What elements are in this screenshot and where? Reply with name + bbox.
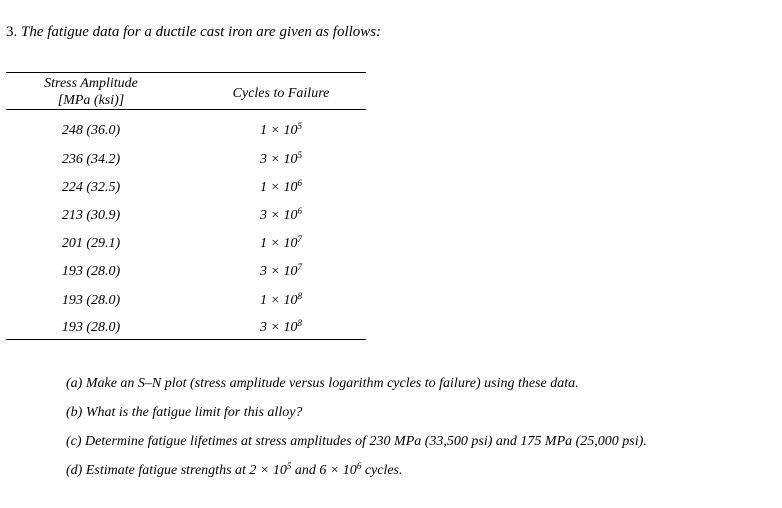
table-header-rule — [6, 109, 366, 110]
cycles-cell: $1 \times 10^7$ — [260, 234, 302, 251]
stress-cell: 213 (30.9) — [61, 208, 121, 223]
table-row — [6, 293, 366, 311]
stress-cell: 224 (32.5) — [61, 180, 121, 195]
table-bottom-rule — [6, 339, 366, 340]
header-stress-line2: [MPa (ksi)] — [57, 93, 125, 108]
table-row — [6, 180, 366, 198]
stress-cell: 248 (36.0) — [61, 123, 121, 138]
problem-statement: The fatigue data for a ductile cast iron are given as follows: — [21, 24, 382, 40]
cycles-cell: $3 \times 10^8$ — [260, 318, 302, 335]
stress-cell: 201 (29.1) — [61, 236, 121, 251]
question-a: (a) Make an S–N plot (stress amplitude versus logarithm cycles to failure) using these data. — [66, 376, 579, 391]
cycles-cell: $1 \times 10^6$ — [260, 178, 302, 195]
stress-cell: 193 (28.0) — [61, 320, 121, 335]
table-row — [6, 236, 366, 254]
stress-cell: 193 (28.0) — [61, 264, 121, 279]
table-row — [6, 152, 366, 170]
cycles-cell: $3 \times 10^7$ — [260, 262, 302, 279]
cycles-cell: $3 \times 10^5$ — [260, 150, 302, 167]
problem-title — [6, 24, 381, 41]
table-row — [6, 123, 366, 141]
question-d: (d) Estimate fatigue strengths at $2 \times 10^5$ and $6 \times 10^6$ cycles. — [66, 461, 403, 478]
cycles-cell: $3 \times 10^6$ — [260, 206, 302, 223]
question-c: (c) Determine fatigue lifetimes at stress amplitudes of 230 MPa (33,500 psi) and 175 MPa (25,000 psi). — [66, 434, 647, 449]
table-row — [6, 320, 366, 338]
table-row — [6, 264, 366, 282]
stress-cell: 193 (28.0) — [61, 293, 121, 308]
cycles-cell: $1 \times 10^5$ — [260, 121, 302, 138]
table-row — [6, 208, 366, 226]
question-b: (b) What is the fatigue limit for this alloy? — [66, 405, 303, 420]
problem-number: 3. — [6, 24, 18, 40]
stress-cell: 236 (34.2) — [61, 152, 121, 167]
header-cycles-to-failure: Cycles to Failure — [232, 86, 330, 101]
header-stress-line1: Stress Amplitude — [44, 76, 138, 91]
table-top-rule — [6, 72, 366, 73]
cycles-cell: $1 \times 10^8$ — [260, 291, 302, 308]
header-stress-amplitude — [6, 75, 176, 109]
